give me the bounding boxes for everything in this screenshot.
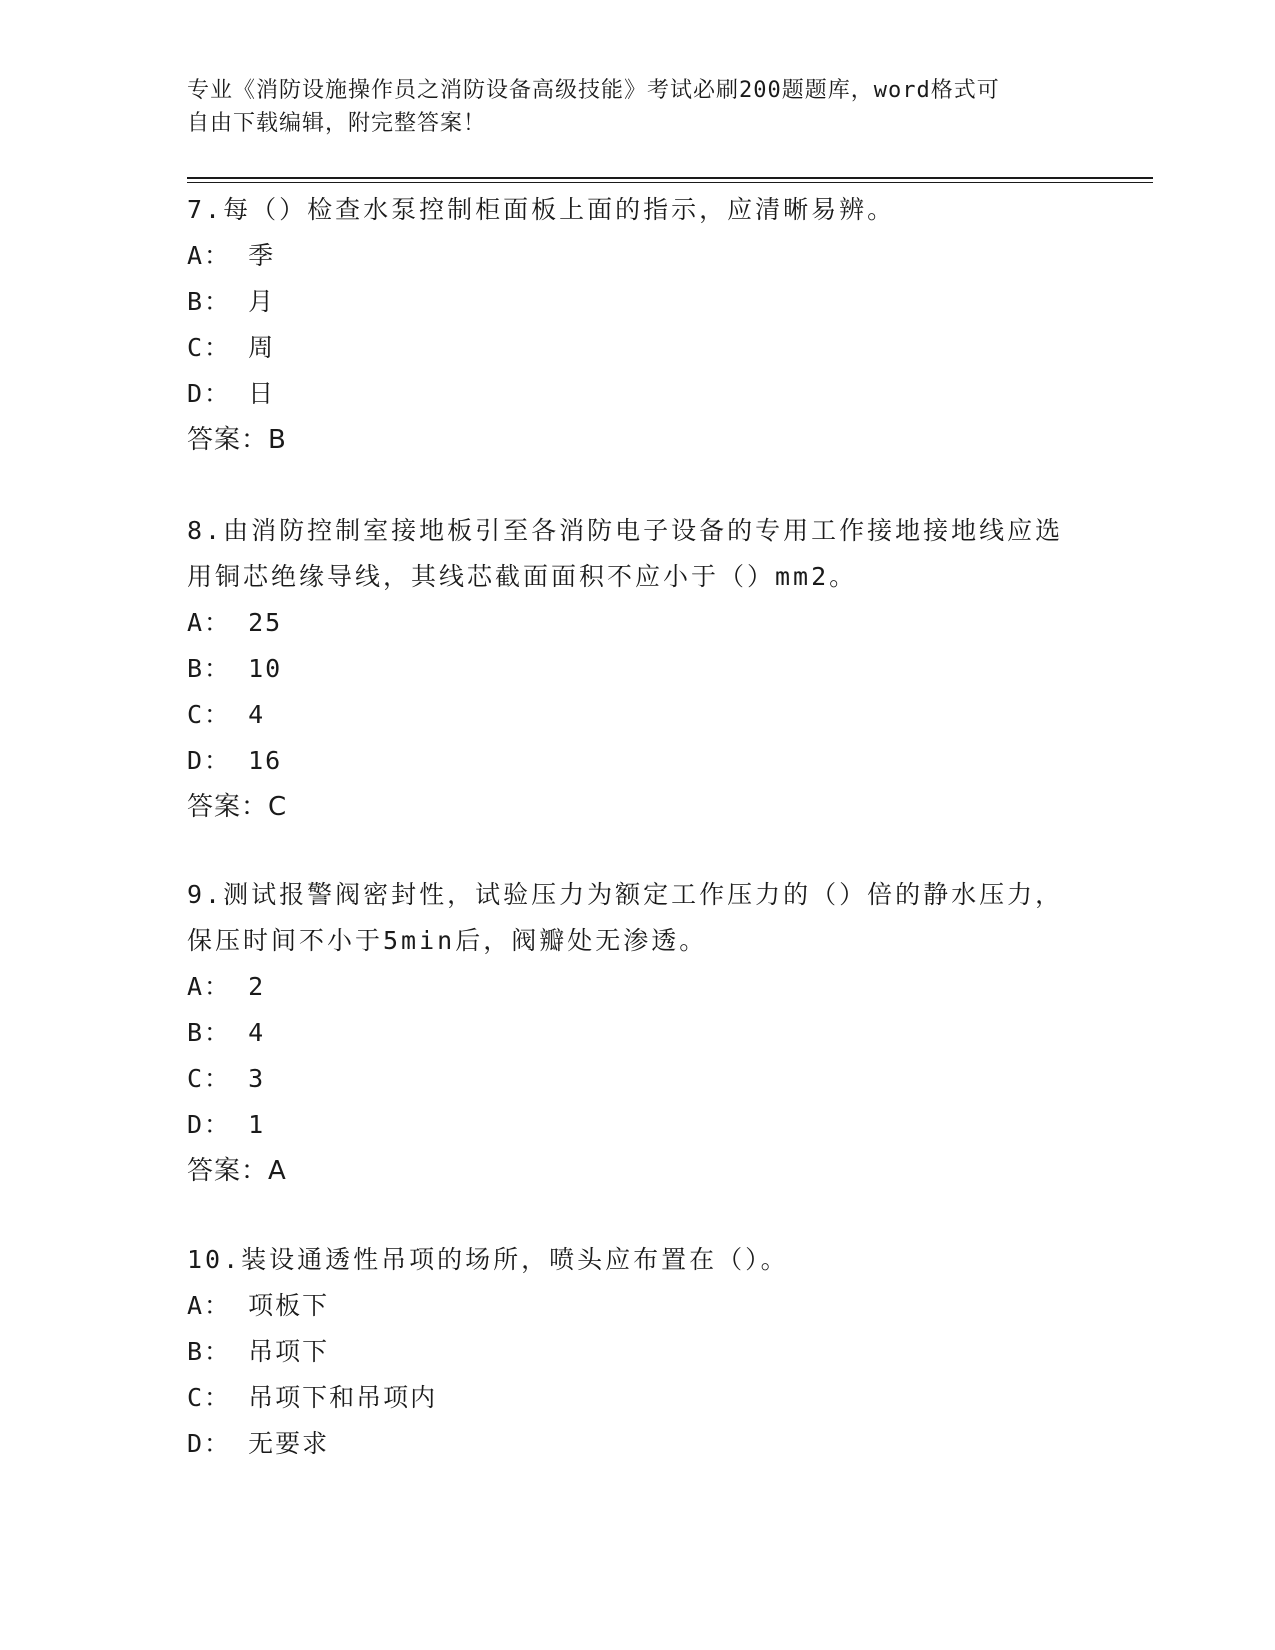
question-text: 8.由消防控制室接地板引至各消防电子设备的专用工作接地接地线应选用铜芯绝缘导线，其线芯截面面积不应小于（）mm2。 [187,516,1064,591]
option-c: C： 4 [187,700,266,729]
option-a: A： 2 [187,972,266,1001]
question-7 [187,187,1087,463]
option-a: A： 25 [187,608,283,637]
option-a: A： 项板下 [187,1291,330,1320]
option-d: D： 1 [187,1110,266,1139]
question-10 [187,1237,1087,1467]
option-c: C： 周 [187,333,276,362]
question-text: 9.测试报警阀密封性，试验压力为额定工作压力的（）倍的静水压力，保压时间不小于5min后，阀瓣处无渗透。 [187,880,1064,955]
question-8 [187,508,1087,830]
header-divider-thick [187,177,1153,179]
header-line-1: 专业《消防设施操作员之消防设备高级技能》考试必刷200题题库，word格式可 [187,78,1000,103]
question-text: 10.装设通透性吊项的场所，喷头应布置在（）。 [187,1245,789,1274]
document-header [187,74,1067,140]
header-line-2: 自由下载编辑，附完整答案！ [187,111,487,136]
question-9 [187,872,1087,1194]
answer-line: 答案：C [187,792,288,822]
answer-line: 答案：A [187,1156,287,1186]
question-text: 7.每（）检查水泵控制柜面板上面的指示，应清晰易辨。 [187,195,896,224]
header-divider-thin [187,182,1153,183]
option-b: B： 10 [187,654,283,683]
option-b: B： 4 [187,1018,266,1047]
option-b: B： 吊项下 [187,1337,330,1366]
answer-line: 答案：B [187,425,287,455]
option-b: B： 月 [187,287,276,316]
option-c: C： 吊项下和吊项内 [187,1383,438,1412]
option-d: D： 无要求 [187,1429,330,1458]
option-d: D： 日 [187,379,276,408]
option-c: C： 3 [187,1064,266,1093]
option-a: A： 季 [187,241,276,270]
option-d: D： 16 [187,746,283,775]
